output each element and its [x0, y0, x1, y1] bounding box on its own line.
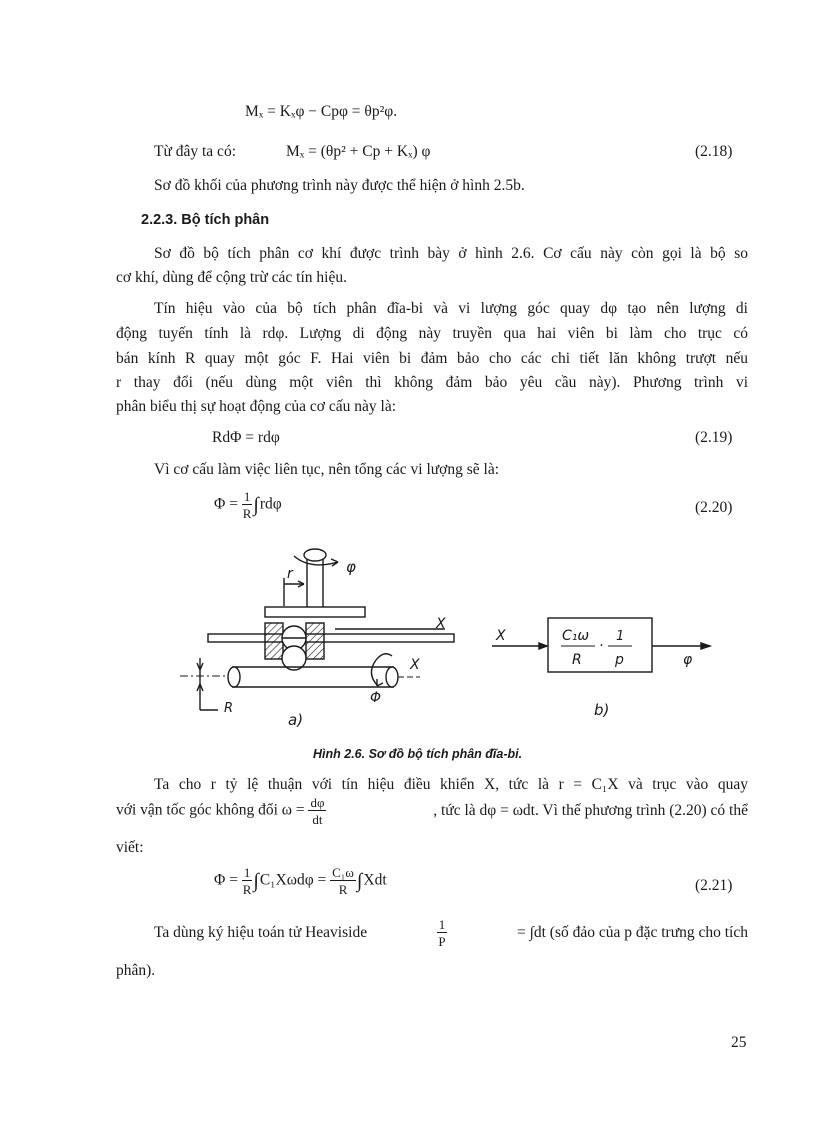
label-R: R [224, 701, 234, 716]
cylinder-left-end [228, 667, 240, 687]
equation-2-20-lhs: Φ = [214, 495, 238, 513]
paragraph-intro-line-1: Sơ đồ bộ tích phân cơ khí được trình bày ở hình 2.6. Cơ cấu này còn gọi là bộ so [154, 245, 748, 262]
paragraph-block-diagram-ref: Sơ đồ khối của phương trình này được thể hiện ở hình 2.5b. [154, 177, 525, 194]
heaviside-text-b: = ∫dt (số đảo của p đặc trưng cho tích [516, 924, 748, 941]
equation-2-21-fraction-1 [242, 866, 253, 896]
equation-2-21 [214, 866, 387, 896]
figure-caption: Hình 2.6. Sơ đồ bộ tích phân đĩa-bi. [313, 747, 523, 761]
paragraph-signal-line-2: động tuyến tính là rdφ. Lượng di động này truyền qua hai viên bi làm cho trục có [116, 325, 748, 342]
carriage-rod [208, 634, 454, 642]
figure-disk-ball-integrator [170, 540, 730, 740]
equation-2-20-number: (2.20) [695, 499, 733, 516]
paragraph-signal-line-1: Tín hiệu vào của bộ tích phân đĩa-bi và vi lượng góc quay dφ tạo nên lượng di [154, 300, 748, 317]
disk [265, 607, 365, 617]
paragraph-signal-line-4: r thay đổi (nếu dùng một viên thì không đảm bảo yêu cầu này). Phương trình vi [116, 374, 748, 391]
block-output-arrowhead [701, 643, 710, 649]
ball-holder-left [265, 623, 283, 659]
fraction-denominator: P [438, 934, 446, 949]
block-denominator-right: p [615, 652, 624, 668]
label-subfigure-a: a) [288, 711, 304, 729]
equation-2-21-mid: C₁Xωdφ = [259, 871, 327, 889]
equation-2-21-rhs: Xdt [363, 871, 387, 889]
fraction-numerator: dφ [310, 795, 325, 810]
fraction-denominator: R [338, 882, 348, 897]
ball-holder-right [306, 623, 324, 659]
block-input-arrowhead [539, 643, 547, 649]
equation-2-20 [214, 490, 282, 520]
fraction-numerator: 1 [243, 489, 251, 504]
paragraph-heaviside-line-1 [154, 918, 748, 948]
equation-2-19-number: (2.19) [695, 429, 733, 446]
block-multiply-dot: · [599, 638, 604, 654]
label-phi-top: φ [346, 558, 356, 576]
equation-2-21-number: (2.21) [695, 877, 733, 894]
label-x-top: X [436, 616, 446, 632]
p5-line2-text-b: , tức là dφ = ωdt. Vì thế phương trình (2.20) có thể [433, 802, 748, 819]
heaviside-text-a: Ta dùng ký hiệu toán tử Heaviside [154, 924, 368, 941]
paragraph-proportional-line-1: Ta cho r tỷ lệ thuận với tín hiệu điều khiển X, tức là r = C₁X và trục vào quay [154, 776, 748, 793]
label-x-bottom: X [410, 657, 420, 673]
fraction-denominator: dt [312, 812, 323, 827]
integral-sign: ∫ [253, 493, 259, 516]
domega-fraction [308, 796, 326, 826]
equation-2-18-number: (2.18) [695, 143, 733, 160]
input-shaft-top [304, 549, 326, 561]
label-phi-shaft: Φ [370, 690, 382, 706]
equation-mx: Mₓ = Kₓφ − Cpφ = θp²φ. [245, 103, 398, 120]
rotation-arrowhead-shaft [377, 679, 383, 686]
fraction-denominator: R [242, 882, 252, 897]
p5-line2-start [116, 796, 326, 826]
paragraph-signal-line-3: bán kính R quay một góc F. Hai viên bi đảm bảo cho các chi tiết lăn không trượt nếu [116, 350, 748, 367]
block-input-label: X [496, 628, 506, 644]
paragraph-signal-line-5: phân biểu thị sự hoạt động của cơ cấu này là: [116, 398, 397, 415]
block-numerator-right: 1 [616, 629, 625, 644]
equation-2-20-rhs: rdφ [259, 495, 282, 513]
equation-2-18-lead: Từ đây ta có: [154, 143, 236, 160]
integral-sign: ∫ [356, 869, 363, 892]
equation-2-19: RdΦ = rdφ [212, 429, 280, 446]
paragraph-proportional-line-3: viết: [116, 839, 144, 856]
p5-line2-text-a: với vận tốc góc không đổi ω = [116, 801, 305, 819]
paragraph-continuous: Vì cơ cấu làm việc liên tục, nên tổng các vi lượng sẽ là: [154, 461, 500, 478]
fraction-denominator: R [242, 506, 252, 521]
label-subfigure-b: b) [594, 701, 610, 719]
paragraph-proportional-line-2 [116, 796, 748, 826]
section-heading: 2.2.3. Bộ tích phân [141, 212, 270, 228]
block-output-label: φ [683, 652, 693, 668]
equation-2-21-lhs: Φ = [214, 871, 238, 889]
label-r: r [287, 566, 293, 582]
cylinder-right-end [386, 667, 398, 687]
equation-2-18: Mₓ = (θp² + Cp + Kₓ) φ [286, 143, 431, 160]
page-number: 25 [731, 1034, 747, 1051]
block-denominator-left: R [572, 652, 582, 668]
paragraph-heaviside-line-2: phân). [116, 962, 156, 979]
paragraph-intro-line-2: cơ khí, dùng để cộng trừ các tín hiệu. [116, 269, 347, 286]
fraction-numerator: 1 [243, 865, 251, 880]
equation-2-21-fraction-2 [330, 866, 356, 896]
fraction-numerator: 1 [438, 917, 446, 932]
block-numerator-left: C₁ω [562, 628, 590, 644]
input-shaft [307, 554, 323, 608]
fraction-numerator: C₁ω [332, 865, 354, 880]
equation-2-20-fraction [242, 490, 253, 520]
mechanism-diagram [180, 549, 454, 710]
integral-sign: ∫ [253, 869, 259, 892]
heaviside-fraction [437, 918, 448, 948]
